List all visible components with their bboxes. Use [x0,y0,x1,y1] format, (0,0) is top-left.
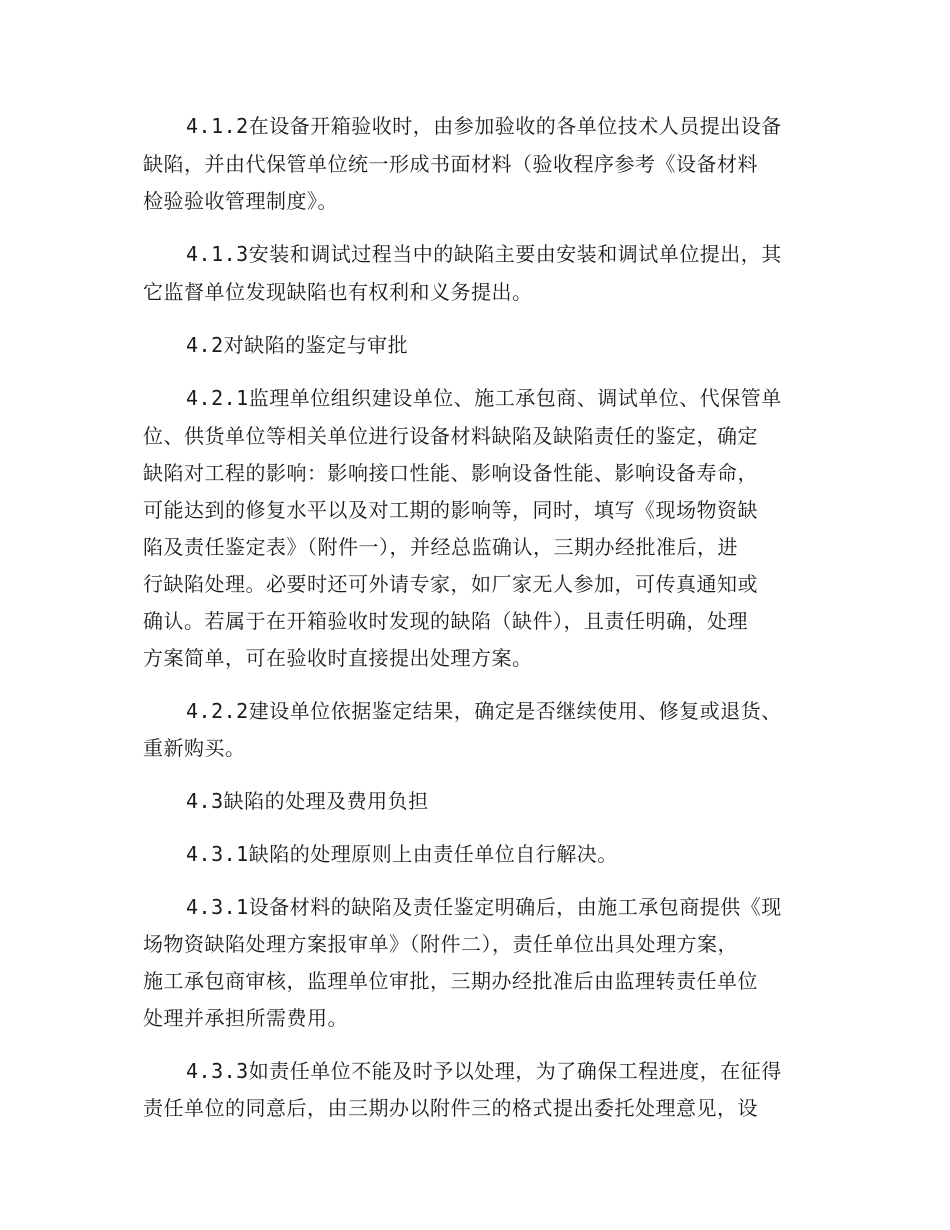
text-line: 4.1.2在设备开箱验收时，由参加验收的各单位技术人员提出设备 [186,114,782,138]
text-line: 可能达到的修复水平以及对工期的影响等，同时，填写《现场物资缺 [143,498,758,522]
text-line: 4.3.3如责任单位不能及时予以处理，为了确保工程进度，在征得 [186,1059,782,1083]
text-line: 4.2.1监理单位组织建设单位、施工承包商、调试单位、代保管单 [186,386,782,410]
text-line: 处理并承担所需费用。 [143,1006,348,1030]
text-line: 施工承包商审核，监理单位审批，三期办经批准后由监理转责任单位 [143,969,758,993]
text-line: 陷及责任鉴定表》（附件一），并经总监确认，三期办经批准后，进 [143,535,738,559]
text-line: 确认。若属于在开箱验收时发现的缺陷（缺件），且责任明确，处理 [143,609,748,633]
text-line: 责任单位的同意后，由三期办以附件三的格式提出委托处理意见，设 [143,1096,758,1120]
text-line: 位、供货单位等相关单位进行设备材料缺陷及缺陷责任的鉴定，确定 [143,424,758,448]
section-heading: 4.2对缺陷的鉴定与审批 [186,333,409,357]
text-line: 重新购买。 [143,736,246,760]
text-line: 检验验收管理制度》。 [143,189,338,213]
section-heading: 4.3缺陷的处理及费用负担 [186,789,429,813]
text-line: 4.2.2建设单位依据鉴定结果，确定是否继续使用、修复或退货、 [186,699,782,723]
text-line: 4.1.3安装和调试过程当中的缺陷主要由安装和调试单位提出，其 [186,242,782,266]
text-line: 方案简单，可在验收时直接提出处理方案。 [143,646,533,670]
text-line: 场物资缺陷处理方案报审单》（附件二），责任单位出具处理方案， [143,932,738,956]
text-line: 缺陷，并由代保管单位统一形成书面材料（验收程序参考《设备材料 [143,152,758,176]
text-line: 行缺陷处理。必要时还可外请专家，如厂家无人参加，可传真通知或 [143,572,758,596]
text-line: 缺陷对工程的影响：影响接口性能、影响设备性能、影响设备寿命， [143,461,758,485]
text-line: 4.3.1设备材料的缺陷及责任鉴定明确后，由施工承包商提供《现 [186,895,782,919]
text-line: 4.3.1缺陷的处理原则上由责任单位自行解决。 [186,842,618,866]
text-line: 它监督单位发现缺陷也有权利和义务提出。 [143,280,533,304]
